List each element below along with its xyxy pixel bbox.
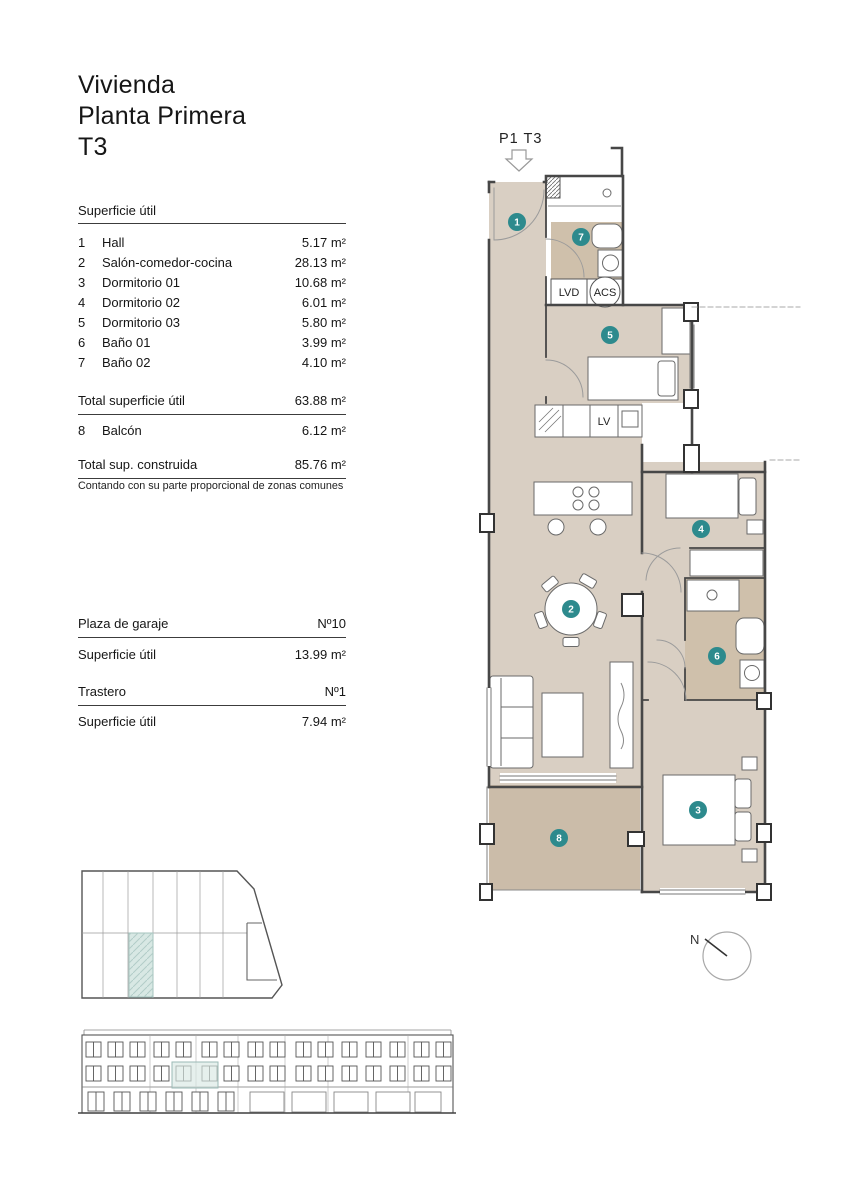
bathtub-icon bbox=[592, 224, 622, 248]
row-num: 7 bbox=[78, 355, 86, 370]
storage-label: Trastero bbox=[78, 684, 126, 699]
garage-area-value: 13.99 m² bbox=[294, 647, 346, 662]
row-value: 4.10 m² bbox=[301, 355, 346, 370]
total-util-value: 63.88 m² bbox=[294, 393, 346, 408]
row-name: Dormitorio 01 bbox=[102, 275, 181, 290]
acs-label: ACS bbox=[593, 287, 617, 299]
storage-area-value: 7.94 m² bbox=[301, 714, 346, 729]
garage-number: Nº10 bbox=[317, 616, 346, 631]
total-built-label: Total sup. construida bbox=[78, 457, 198, 472]
row-value: 6.01 m² bbox=[301, 295, 346, 310]
vanity-counter bbox=[687, 580, 739, 611]
room-marker-4 bbox=[692, 520, 710, 538]
room-marker-3 bbox=[689, 801, 707, 819]
total-built-value: 85.76 m² bbox=[294, 457, 346, 472]
sofa bbox=[490, 676, 533, 768]
closet bbox=[747, 520, 763, 534]
chair bbox=[563, 638, 579, 647]
svg-text:2: 2 bbox=[568, 604, 574, 616]
row-name: Dormitorio 02 bbox=[102, 295, 181, 310]
north-needle bbox=[705, 939, 727, 956]
row-value: 10.68 m² bbox=[294, 275, 346, 290]
title-line-3: T3 bbox=[78, 133, 108, 161]
pillow bbox=[658, 361, 675, 396]
room-marker-7 bbox=[572, 228, 590, 246]
laundry-sink-icon bbox=[603, 189, 611, 197]
svg-text:6: 6 bbox=[714, 651, 720, 663]
toilet-bowl-icon bbox=[603, 255, 619, 271]
row-num: 6 bbox=[78, 335, 86, 350]
kitchen-appliance bbox=[622, 411, 638, 427]
coffee-table bbox=[542, 693, 583, 757]
note-text: Contando con su parte proporcional de zonas comunes bbox=[78, 480, 344, 492]
row-value: 5.17 m² bbox=[301, 235, 346, 250]
windows-row-ground bbox=[88, 1092, 441, 1112]
svg-text:1: 1 bbox=[514, 217, 520, 229]
site-key-plan bbox=[82, 871, 282, 998]
row-num: 3 bbox=[78, 275, 86, 290]
room-marker-6 bbox=[708, 647, 726, 665]
room-marker-2 bbox=[562, 600, 580, 618]
bathtub-icon bbox=[736, 618, 764, 654]
room-marker-8 bbox=[550, 829, 568, 847]
lvd-label: LVD bbox=[558, 287, 580, 299]
title-line-2: Planta Primera bbox=[78, 102, 247, 130]
building-elevation bbox=[78, 1030, 456, 1113]
plan-label: P1 T3 bbox=[499, 131, 543, 147]
svg-text:7: 7 bbox=[578, 232, 584, 244]
highlighted-unit bbox=[129, 933, 153, 997]
bed-single bbox=[666, 474, 738, 518]
north-label: N bbox=[690, 932, 700, 947]
row-value: 28.13 m² bbox=[294, 255, 346, 270]
row-name: Hall bbox=[102, 235, 125, 250]
row-num: 5 bbox=[78, 315, 86, 330]
nightstand bbox=[742, 757, 757, 770]
svg-text:5: 5 bbox=[607, 330, 613, 342]
stool-icon bbox=[590, 519, 606, 535]
storage-number: Nº1 bbox=[324, 684, 346, 699]
row-num: 2 bbox=[78, 255, 86, 270]
storage-area-label: Superficie útil bbox=[78, 714, 157, 729]
stool-icon bbox=[548, 519, 564, 535]
total-util-label: Total superficie útil bbox=[78, 393, 185, 408]
title-line-1: Vivienda bbox=[78, 71, 176, 99]
room-marker-5 bbox=[601, 326, 619, 344]
row-name: Baño 01 bbox=[102, 335, 151, 350]
floor-plan bbox=[480, 131, 800, 900]
garage-label: Plaza de garaje bbox=[78, 616, 169, 631]
row-num: 8 bbox=[78, 423, 86, 438]
row-value: 5.80 m² bbox=[301, 315, 346, 330]
pillow bbox=[735, 779, 751, 808]
row-num: 4 bbox=[78, 295, 86, 310]
tv-unit bbox=[610, 662, 633, 768]
surface-table-header: Superficie útil bbox=[78, 203, 346, 224]
garage-area-label: Superficie útil bbox=[78, 647, 157, 662]
svg-text:3: 3 bbox=[695, 805, 701, 817]
svg-text:4: 4 bbox=[698, 524, 704, 536]
pillow bbox=[735, 812, 751, 841]
row-value: 3.99 m² bbox=[301, 335, 346, 350]
toilet-bowl-icon bbox=[745, 666, 760, 681]
nightstand bbox=[742, 849, 757, 862]
north-compass bbox=[690, 932, 751, 980]
entry-arrow-icon bbox=[506, 150, 532, 171]
svg-text:8: 8 bbox=[556, 833, 562, 845]
shaft-hatch bbox=[546, 176, 560, 198]
highlighted-unit-elevation bbox=[172, 1062, 218, 1088]
kitchen-island bbox=[534, 482, 632, 515]
row-name: Salón-comedor-cocina bbox=[102, 255, 233, 270]
row-name: Dormitorio 03 bbox=[102, 315, 181, 330]
lv-label: LV bbox=[597, 416, 611, 428]
row-name: Baño 02 bbox=[102, 355, 151, 370]
context-lines bbox=[692, 307, 800, 460]
row-num: 1 bbox=[78, 235, 86, 250]
row-name: Balcón bbox=[102, 423, 142, 438]
wardrobe bbox=[690, 550, 763, 576]
pillow bbox=[739, 478, 756, 515]
room-marker-1 bbox=[508, 213, 526, 231]
row-value: 6.12 m² bbox=[301, 423, 346, 438]
